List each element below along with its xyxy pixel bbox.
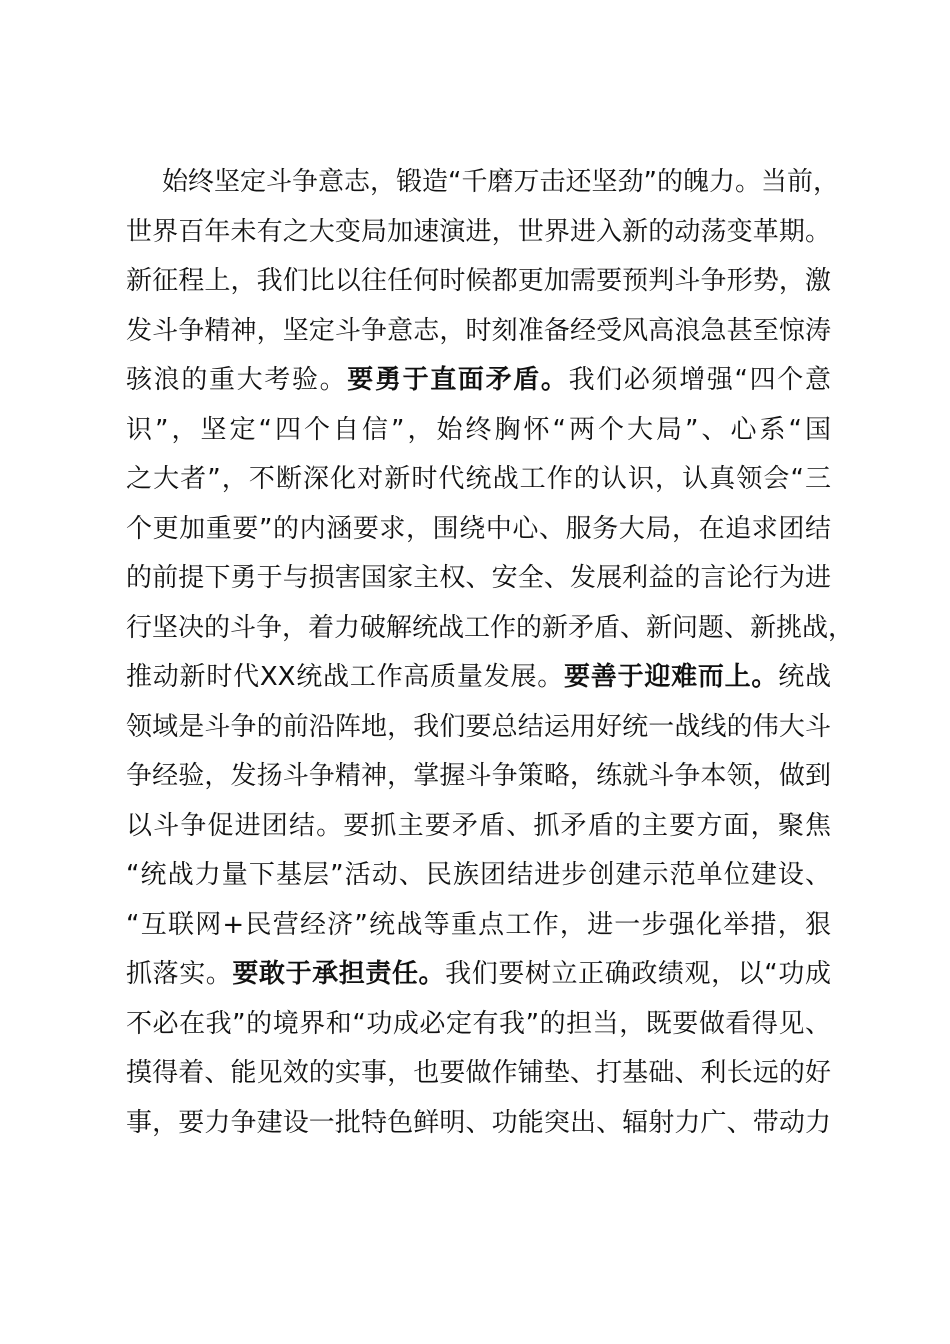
text-line: [126, 950, 831, 1000]
text-line: [126, 356, 831, 406]
text-line: 的前提下勇于与损害国家主权、安全、发展利益的言论行为进: [126, 563, 831, 593]
text-line: 行坚决的斗争，着力破解统战工作的新矛盾、新问题、新挑战，: [126, 612, 855, 643]
bold-heading-run: 要敢于承担责任。: [232, 959, 446, 989]
body-paragraph: [126, 158, 855, 1148]
text-line: [126, 653, 831, 703]
text-run: 抓落实。: [126, 959, 233, 989]
text-run: 骇浪的重大考验。: [126, 365, 348, 395]
text-line: “互联网+民营经济”统战等重点工作，进一步强化举措，狠: [126, 909, 831, 940]
text-line: 发斗争精神，坚定斗争意志，时刻准备经受风高浪急甚至惊涛: [126, 315, 831, 346]
text-line: 领域是斗争的前沿阵地，我们要总结运用好统一战线的伟大斗: [126, 711, 831, 742]
text-line: 以斗争促进团结。要抓主要矛盾、抓矛盾的主要方面，聚焦: [126, 810, 831, 841]
text-run: 我们必须增强“四个意: [568, 365, 831, 395]
text-line: 个更加重要”的内涵要求，围绕中心、服务大局，在追求团结: [126, 513, 831, 544]
text-line: 世界百年未有之大变局加速演进，世界进入新的动荡变革期。: [126, 216, 831, 247]
text-line: 事，要力争建设一批特色鲜明、功能突出、辐射力广、带动力: [126, 1107, 831, 1138]
text-run: 推动新时代XX统战工作高质量发展。: [126, 662, 565, 692]
text-line: 摸得着、能见效的实事，也要做作铺垫、打基础、利长远的好: [126, 1058, 831, 1088]
text-line: 争经验，发扬斗争精神，掌握斗争策略，练就斗争本领，做到: [126, 761, 831, 791]
text-line: “统战力量下基层”活动、民族团结进步创建示范单位建设、: [126, 860, 831, 890]
text-run: 统战: [778, 662, 831, 692]
text-line: 始终坚定斗争意志，锻造“千磨万击还坚劲”的魄力。当前，: [162, 167, 839, 197]
text-line: 识”，坚定“四个自信”，始终胸怀“两个大局”、心系“国: [126, 414, 831, 445]
text-line: 不必在我”的境界和“功成必定有我”的担当，既要做看得见、: [126, 1008, 831, 1039]
bold-heading-run: 要善于迎难而上。: [564, 662, 779, 692]
text-line: 之大者”，不断深化对新时代统战工作的认识，认真领会“三: [126, 464, 831, 494]
text-line: 新征程上，我们比以往任何时候都更加需要预判斗争形势，激: [126, 266, 831, 296]
text-run: 我们要树立正确政绩观，以“功成: [445, 959, 831, 989]
bold-heading-run: 要勇于直面矛盾。: [347, 365, 569, 395]
